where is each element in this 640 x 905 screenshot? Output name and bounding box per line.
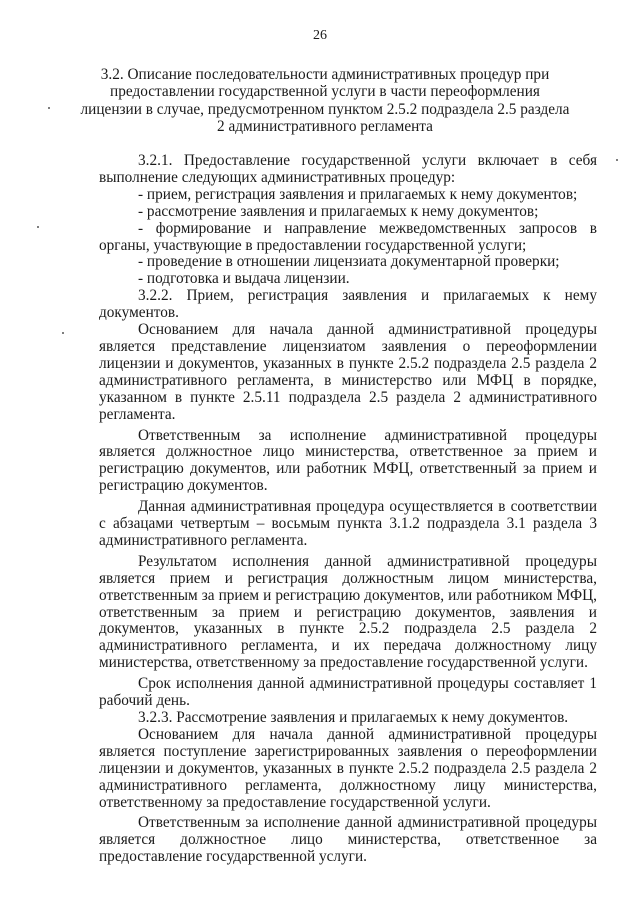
page-number: 26 xyxy=(313,28,327,43)
paragraph-3-2-3: 3.2.3. Рассмотрение заявления и прилагаемых к нему документов. xyxy=(138,709,569,726)
section-heading: 3.2. Описание последовательности административных процедур при предоставлении государственной услуги в части переоформления лицензии в случае, предусмотренном пунктом 2.5.2 подраздела 2.5 раздела 2 административного регламента xyxy=(80,66,570,136)
list-item: - формирование и направление межведомственных запросов в органы, участвующие в предоставлении государственной услуги; xyxy=(99,219,597,254)
scan-artifact xyxy=(616,159,618,161)
paragraph-3-2-2: 3.2.2. Прием, регистрация заявления и прилагаемых к нему документов. xyxy=(99,287,597,322)
document-body xyxy=(99,153,597,866)
scan-artifact xyxy=(62,332,64,334)
list-item: - проведение в отношении лицензиата документарной проверки; xyxy=(138,253,560,271)
scan-artifact xyxy=(48,107,50,109)
paragraph: Основанием для начала данной административной процедуры является представление лицензиатом заявления о переоформлении лицензии и документов, указанных в пункте 2.5.2 подраздела 2.5 раздела 2 административного регламента, в министерство или МФЦ в порядке, указанном в пункте 2.5.11 подраздела 2.5 раздела 2 административного регламента. xyxy=(99,321,597,423)
paragraph: Ответственным за исполнение данной административной процедуры является должностное лицо министерства, ответственное за предоставление государственной услуги. xyxy=(99,814,597,866)
scan-artifact xyxy=(37,226,39,228)
paragraph: Результатом исполнения данной административной процедуры является прием и регистрация должностным лицом министерства, ответственным за прием и регистрацию документов, или работником МФЦ, ответственным за прием и регистрацию документов, заявления и документов, указанных в пункте 2.5.2 подраздела 2.5 раздела 2 административного регламента, и их передача должностному лицу министерства, ответственному за предоставление государственной услуги. xyxy=(99,552,597,672)
paragraph: Ответственным за исполнение административной процедуры является должностное лицо министерства, ответственное за прием и регистрацию документов, или работник МФЦ, ответственный за прием и регистрацию документов. xyxy=(99,426,597,495)
paragraph: Срок исполнения данной административной процедуры составляет 1 рабочий день. xyxy=(99,675,597,710)
list-item: - подготовка и выдача лицензии. xyxy=(138,270,350,288)
paragraph-3-2-1: 3.2.1. Предоставление государственной услуги включает в себя выполнение следующих административных процедур: xyxy=(99,152,597,186)
list-item: - прием, регистрация заявления и прилагаемых к нему документов; xyxy=(138,185,578,203)
paragraph: Данная административная процедура осуществляется в соответствии с абзацами четвертым – восьмым пункта 3.1.2 подраздела 3.1 раздела 3 административного регламента. xyxy=(99,498,597,549)
list-item: - рассмотрение заявления и прилагаемых к нему документов; xyxy=(138,202,539,220)
paragraph: Основанием для начала данной административной процедуры является поступление зарегистрированных заявления о переоформлении лицензии и документов, указанных в пункте 2.5.2 подраздела 2.5 раздела 2 административного регламента, должностному лицу министерства, ответственному за предоставление государственной услуги. xyxy=(99,725,597,811)
